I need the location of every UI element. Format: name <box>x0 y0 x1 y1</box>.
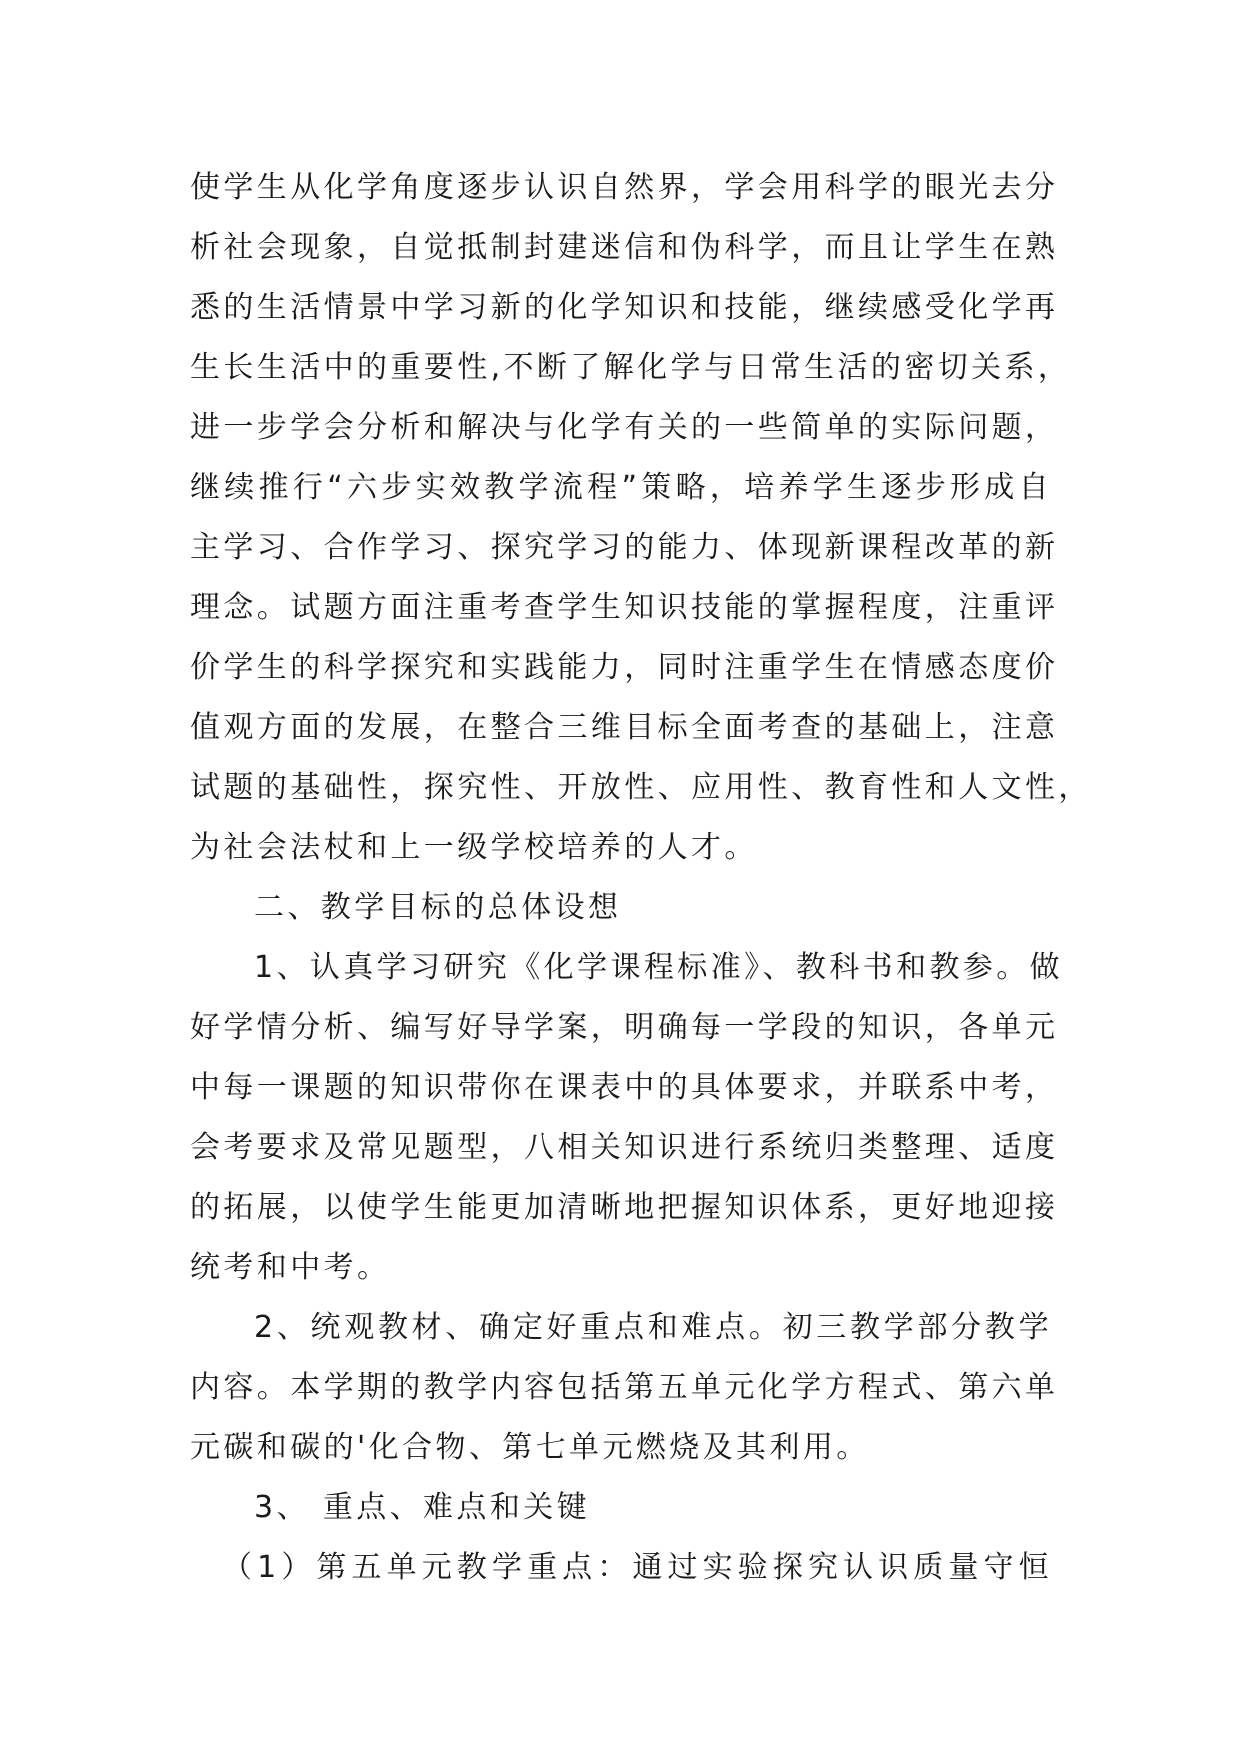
text-line: 理念。试题方面注重考查学生知识技能的掌握程度，注重评 <box>190 590 1059 625</box>
text-line: 元碳和碳的'化合物、第七单元燃烧及其利用。 <box>190 1430 870 1465</box>
section-heading: 二、教学目标的总体设想 <box>254 890 622 925</box>
text-line: 2、统观教材、确定好重点和难点。初三教学部分教学 <box>254 1310 1052 1345</box>
text-line: 价学生的科学探究和实践能力，同时注重学生在情感态度价 <box>190 650 1059 685</box>
text-line: 中每一课题的知识带你在课表中的具体要求，并联系中考， <box>190 1070 1059 1105</box>
document-body <box>190 158 1092 1598</box>
text-line: 主学习、合作学习、探究学习的能力、体现新课程改革的新 <box>190 530 1059 565</box>
text-line: 值观方面的发展，在整合三维目标全面考查的基础上，注意 <box>190 710 1059 745</box>
text-line: 析社会现象，自觉抵制封建迷信和伪科学，而且让学生在熟 <box>190 230 1059 265</box>
text-line: 使学生从化学角度逐步认识自然界，学会用科学的眼光去分 <box>190 170 1059 205</box>
text-line: 好学情分析、编写好导学案，明确每一学段的知识，各单元 <box>190 1010 1059 1045</box>
text-line: 为社会法杖和上一级学校培养的人才。 <box>190 830 758 865</box>
text-line: （1）第五单元教学重点：通过实验探究认识质量守恒 <box>222 1550 1052 1585</box>
text-line: 生长生活中的重要性,不断了解化学与日常生活的密切关系， <box>190 350 1072 385</box>
text-line: 悉的生活情景中学习新的化学知识和技能，继续感受化学再 <box>190 290 1059 325</box>
text-line: 会考要求及常见题型，八相关知识进行系统归类整理、适度 <box>190 1130 1059 1165</box>
text-line: 内容。本学期的教学内容包括第五单元化学方程式、第六单 <box>190 1370 1059 1405</box>
text-line: 进一步学会分析和解决与化学有关的一些简单的实际问题， <box>190 410 1059 445</box>
text-line: 1、认真学习研究《化学课程标准》、教科书和教参。做 <box>254 950 1064 985</box>
text-line: 继续推行“六步实效教学流程”策略，培养学生逐步形成自 <box>190 470 1052 505</box>
text-line: 试题的基础性，探究性、开放性、应用性、教育性和人文性， <box>190 770 1092 805</box>
text-line: 统考和中考。 <box>190 1250 391 1285</box>
text-line: 的拓展，以使学生能更加清晰地把握知识体系，更好地迎接 <box>190 1190 1059 1225</box>
subsection-heading: 3、 重点、难点和关键 <box>254 1490 591 1525</box>
